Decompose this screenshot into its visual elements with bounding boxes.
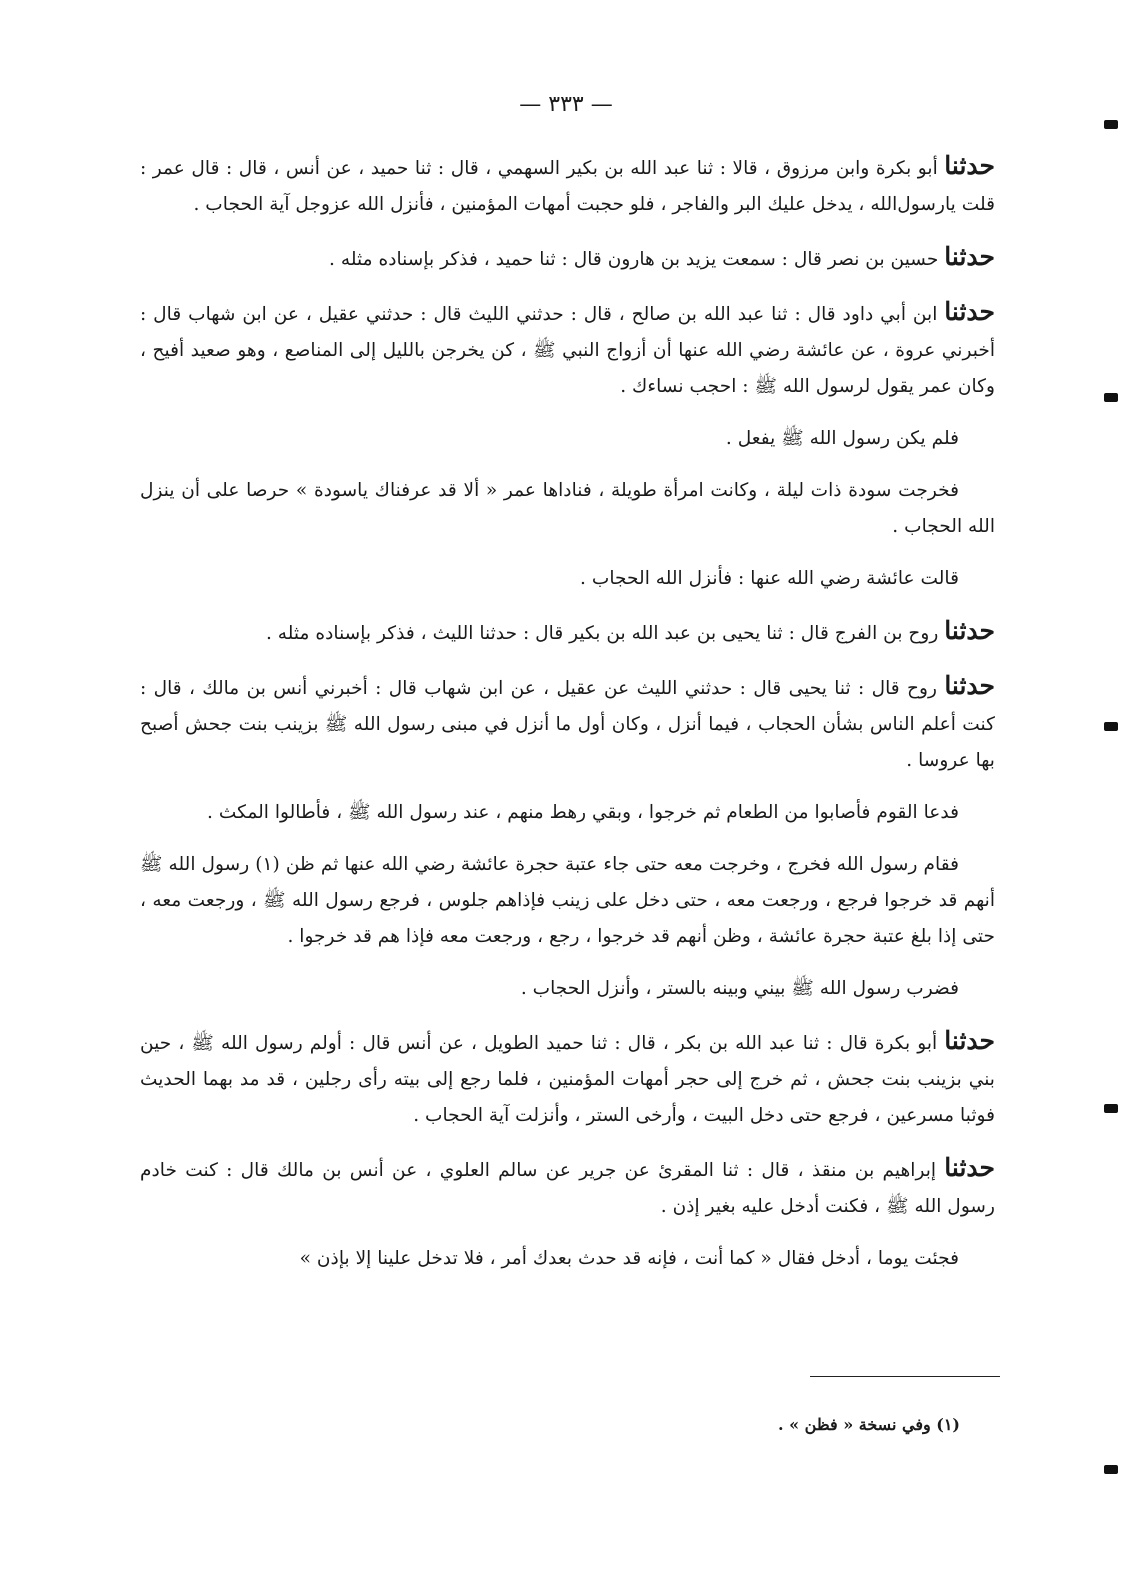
scan-edge-mark <box>1104 120 1118 129</box>
paragraph-opener: حدثنا <box>944 1026 995 1055</box>
paragraph-text: فقام رسول الله فخرج ، وخرجت معه حتى جاء عتبة حجرة عائشة رضي الله عنها ثم ظن (١) رسول الله ﷺ أنهم قد خرجوا فرجع ، ورجعت معه ، حتى دخل على زينب فإذاهم جلوس ، فرجع رسول الله ﷺ ، ورجعت معه ، حتى إذا بلغ عتبة حجرة عائشة ، وظن أنهم قد خرجوا ، رجع ، ورجعت معه فإذا هم قد خرجوا . <box>140 854 996 947</box>
page-number: — ٣٣٣ — <box>519 92 613 117</box>
paragraph-opener: حدثنا <box>944 297 995 326</box>
paragraph-text: إبراهيم بن منقذ ، قال : ثنا المقرئ عن جرير عن سالم العلوي ، عن أنس بن مالك قال : كنت خادم رسول الله ﷺ ، فكنت أدخل عليه بغير إذن . <box>140 1160 995 1217</box>
scan-edge-mark <box>1104 1465 1118 1474</box>
hadith-paragraph <box>140 847 995 955</box>
paragraph-text: فدعا القوم فأصابوا من الطعام ثم خرجوا ، وبقي رهط منهم ، عند رسول الله ﷺ ، فأطالوا المكث . <box>207 802 959 823</box>
hadith-paragraph <box>140 668 995 779</box>
paragraph-text: فلم يكن رسول الله ﷺ يفعل . <box>725 428 959 449</box>
body-text <box>140 148 995 1293</box>
hadith-paragraph <box>140 421 995 457</box>
paragraph-text: ابن أبي داود قال : ثنا عبد الله بن صالح ، قال : حدثني الليث قال : حدثني عقيل ، عن ابن شهاب قال : أخبرني عروة ، عن عائشة رضي الله عنها أن أزواج النبي ﷺ ، كن يخرجن بالليل إلى المناصع ، وهو صعيد أفيح ، وكان عمر يقول لرسول الله ﷺ : احجب نساءك . <box>140 304 995 397</box>
paragraph-opener: حدثنا <box>944 671 996 700</box>
hadith-paragraph <box>140 148 995 223</box>
paragraph-text: فجئت يوما ، أدخل فقال « كما أنت ، فإنه قد حدث بعدك أمر ، فلا تدخل علينا إلا بإذن » <box>299 1248 959 1269</box>
scan-edge-mark <box>1104 722 1118 731</box>
scan-edge-mark <box>1104 393 1118 402</box>
paragraph-text: أبو بكرة قال : ثنا عبد الله بن بكر ، قال : ثنا حميد الطويل ، عن أنس قال : أولم رسول الله ﷺ ، حين بني بزينب بنت جحش ، ثم خرج إلى حجر أمهات المؤمنين ، فلما رجع إلى بيته رأى رجلين ، قد مد بهما الحديث فوثبا مسرعين ، فرجع حتى دخل البيت ، وأرخى الستر ، وأنزلت آية الحجاب . <box>140 1033 995 1126</box>
hadith-paragraph <box>140 294 995 405</box>
hadith-paragraph <box>140 473 995 545</box>
hadith-paragraph <box>140 795 995 831</box>
hadith-paragraph <box>140 1023 995 1134</box>
paragraph-text: أبو بكرة وابن مرزوق ، قالا : ثنا عبد الله بن بكير السهمي ، قال : ثنا حميد ، عن أنس ، قال : قال عمر : قلت يارسول‌الله ، يدخل عليك البر والفاجر ، فلو حجبت أمهات المؤمنين ، فأنزل الله عزوجل آية الحجاب . <box>140 158 995 215</box>
paragraph-opener: حدثنا <box>944 1153 995 1182</box>
paragraph-text: قالت عائشة رضي الله عنها : فأنزل الله الحجاب . <box>580 568 959 589</box>
paragraph-text: حسين بن نصر قال : سمعت يزيد بن هارون قال : ثنا حميد ، فذكر بإسناده مثله . <box>329 249 945 270</box>
paragraph-opener: حدثنا <box>944 616 995 645</box>
paragraph-opener: حدثنا <box>944 151 995 180</box>
hadith-paragraph <box>140 1150 995 1225</box>
paragraph-text: روح قال : ثنا يحيى قال : حدثني الليث عن عقيل ، عن ابن شهاب قال : أخبرني أنس بن مالك ، قال : كنت أعلم الناس بشأن الحجاب ، فيما أنزل ، وكان أول ما أنزل في مبنى رسول الله ﷺ بزينب بنت جحش أصبح بها عروسا . <box>140 678 995 771</box>
footnote: (١) وفي نسخة « فظن » . <box>777 1415 960 1434</box>
paragraph-text: فخرجت سودة ذات ليلة ، وكانت امرأة طويلة ، فناداها عمر « ألا قد عرفناك ياسودة » حرصا على أن ينزل الله الحجاب . <box>140 480 995 537</box>
hadith-paragraph <box>140 1241 995 1277</box>
hadith-paragraph <box>140 239 995 278</box>
paragraph-text: روح بن الفرج قال : ثنا يحيى بن عبد الله بن بكير قال : حدثنا الليث ، فذكر بإسناده مثله . <box>265 623 945 644</box>
paragraph-text: فضرب رسول الله ﷺ بيني وبينه بالستر ، وأنزل الحجاب . <box>520 978 959 999</box>
scan-edge-mark <box>1104 1104 1118 1113</box>
hadith-paragraph <box>140 971 995 1007</box>
paragraph-opener: حدثنا <box>944 242 995 271</box>
hadith-paragraph <box>140 613 995 652</box>
hadith-paragraph <box>140 561 995 597</box>
footnote-divider <box>810 1376 1000 1377</box>
